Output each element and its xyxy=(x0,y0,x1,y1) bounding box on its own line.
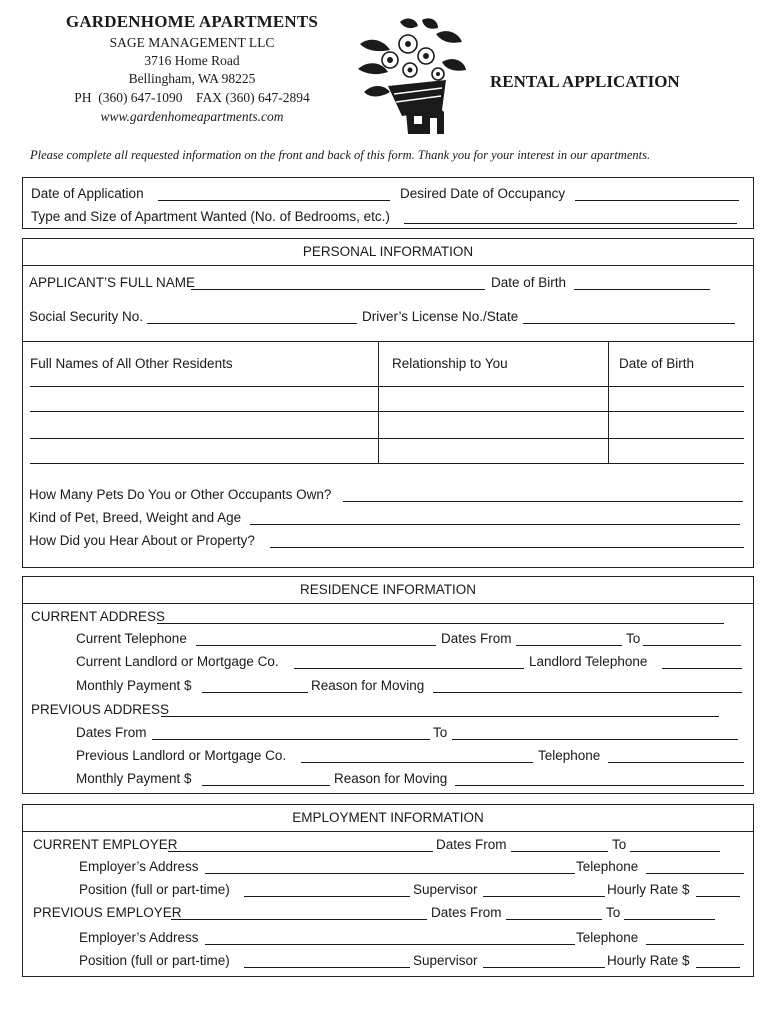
current-address-field[interactable] xyxy=(157,623,724,624)
apartment-type-field[interactable] xyxy=(404,223,737,224)
previous-reason-label: Reason for Moving xyxy=(334,771,448,786)
employer-address-field[interactable] xyxy=(205,873,575,874)
pets-kind-label: Kind of Pet, Breed, Weight and Age xyxy=(29,510,242,525)
current-telephone-field[interactable] xyxy=(196,645,436,646)
full-name-label: APPLICANT’S FULL NAME xyxy=(29,275,196,290)
residents-table-top-rule xyxy=(22,341,754,342)
resident-row-2[interactable] xyxy=(30,411,744,412)
hourly-rate-label: Hourly Rate $ xyxy=(607,882,690,897)
previous-address-label: PREVIOUS ADDRESS xyxy=(31,702,170,717)
prev-supervisor-field[interactable] xyxy=(483,967,605,968)
prev-employer-to-label: To xyxy=(606,905,621,920)
previous-landlord-field[interactable] xyxy=(301,762,533,763)
to-label: To xyxy=(626,631,641,646)
full-name-field[interactable] xyxy=(191,289,485,290)
company-name: GARDENHOME APARTMENTS xyxy=(65,12,319,31)
hourly-rate-field[interactable] xyxy=(696,896,740,897)
supervisor-label: Supervisor xyxy=(413,882,478,897)
position-label: Position (full or part-time) xyxy=(79,882,230,897)
previous-employer-label: PREVIOUS EMPLOYER xyxy=(33,905,182,920)
current-monthly-payment-field[interactable] xyxy=(202,692,308,693)
current-dates-to-field[interactable] xyxy=(643,645,741,646)
drivers-license-field[interactable] xyxy=(523,323,735,324)
residents-column-header: Full Names of All Other Residents xyxy=(30,356,233,371)
resident-row-3[interactable] xyxy=(30,438,744,439)
apartment-type-label: Type and Size of Apartment Wanted (No. of Bedrooms, etc.) xyxy=(31,209,390,224)
prev-hourly-rate-field[interactable] xyxy=(696,967,740,968)
phone-fax: PH (360) 647-1090 FAX (360) 647-2894 xyxy=(74,90,310,105)
prev-supervisor-label: Supervisor xyxy=(413,953,478,968)
heard-about-field[interactable] xyxy=(270,547,744,548)
desired-date-field[interactable] xyxy=(575,200,739,201)
current-employer-label: CURRENT EMPLOYER xyxy=(33,837,178,852)
previous-address-field[interactable] xyxy=(161,716,719,717)
pets-kind-field[interactable] xyxy=(250,524,740,525)
landlord-telephone-field[interactable] xyxy=(662,668,742,669)
current-landlord-field[interactable] xyxy=(294,668,524,669)
ssn-field[interactable] xyxy=(147,323,357,324)
personal-information-header: PERSONAL INFORMATION xyxy=(22,238,754,266)
resident-row-4[interactable] xyxy=(30,463,744,464)
street-address: 3716 Home Road xyxy=(144,53,240,68)
previous-dates-to-field[interactable] xyxy=(452,739,738,740)
prev-employer-telephone-label: Telephone xyxy=(576,930,639,945)
city-state-zip: Bellingham, WA 98225 xyxy=(128,71,256,86)
previous-dates-from-label: Dates From xyxy=(76,725,147,740)
prev-position-field[interactable] xyxy=(244,967,410,968)
current-employer-field[interactable] xyxy=(168,851,433,852)
prev-employer-dates-from-label: Dates From xyxy=(431,905,502,920)
desired-date-label: Desired Date of Occupancy xyxy=(400,186,566,201)
employer-dates-to-field[interactable] xyxy=(630,851,720,852)
dates-from-label: Dates From xyxy=(441,631,512,646)
current-telephone-label: Current Telephone xyxy=(76,631,187,646)
instructions: Please complete all requested information on the front and back of this form. Thank you for your interest in our apartments. xyxy=(30,148,651,162)
previous-to-label: To xyxy=(433,725,448,740)
resident-row-1[interactable] xyxy=(30,386,744,387)
employer-to-label: To xyxy=(612,837,627,852)
resident-dob-column-header: Date of Birth xyxy=(619,356,695,371)
date-of-birth-field[interactable] xyxy=(574,289,710,290)
previous-landlord-label: Previous Landlord or Mortgage Co. xyxy=(76,748,287,763)
employer-telephone-label: Telephone xyxy=(576,859,639,874)
monthly-payment-label: Monthly Payment $ xyxy=(76,678,192,693)
drivers-license-label: Driver’s License No./State xyxy=(362,309,519,324)
residents-table-divider xyxy=(378,342,379,464)
prev-hourly-rate-label: Hourly Rate $ xyxy=(607,953,690,968)
supervisor-field[interactable] xyxy=(483,896,605,897)
previous-dates-from-field[interactable] xyxy=(152,739,430,740)
previous-telephone-field[interactable] xyxy=(608,762,744,763)
prev-position-label: Position (full or part-time) xyxy=(79,953,230,968)
relationship-column-header: Relationship to You xyxy=(392,356,508,371)
previous-monthly-payment-label: Monthly Payment $ xyxy=(76,771,192,786)
previous-reason-field[interactable] xyxy=(455,785,744,786)
pets-count-label: How Many Pets Do You or Other Occupants Own? xyxy=(29,487,332,502)
date-of-application-label: Date of Application xyxy=(31,186,144,201)
prev-employer-address-label: Employer’s Address xyxy=(79,930,199,945)
current-dates-from-field[interactable] xyxy=(516,645,622,646)
prev-employer-address-field[interactable] xyxy=(205,944,575,945)
employer-dates-from-label: Dates From xyxy=(436,837,507,852)
residents-table-divider xyxy=(608,342,609,464)
employer-dates-from-field[interactable] xyxy=(511,851,608,852)
reason-for-moving-label: Reason for Moving xyxy=(311,678,425,693)
date-of-birth-label: Date of Birth xyxy=(491,275,567,290)
previous-employer-field[interactable] xyxy=(171,919,427,920)
current-address-label: CURRENT ADDRESS xyxy=(31,609,166,624)
flower-basket-house-icon xyxy=(350,14,470,138)
management-name: SAGE MANAGEMENT LLC xyxy=(109,35,275,50)
form-title: RENTAL APPLICATION xyxy=(490,72,680,91)
heard-about-label: How Did you Hear About or Property? xyxy=(29,533,255,548)
employer-address-label: Employer’s Address xyxy=(79,859,199,874)
ssn-label: Social Security No. xyxy=(29,309,144,324)
current-reason-field[interactable] xyxy=(433,692,742,693)
previous-monthly-payment-field[interactable] xyxy=(202,785,330,786)
employment-information-header: EMPLOYMENT INFORMATION xyxy=(22,804,754,832)
current-landlord-label: Current Landlord or Mortgage Co. xyxy=(76,654,279,669)
pets-count-field[interactable] xyxy=(343,501,743,502)
employer-telephone-field[interactable] xyxy=(646,873,744,874)
prev-employer-telephone-field[interactable] xyxy=(646,944,744,945)
prev-employer-dates-to-field[interactable] xyxy=(624,919,715,920)
previous-telephone-label: Telephone xyxy=(538,748,601,763)
landlord-telephone-label: Landlord Telephone xyxy=(529,654,648,669)
prev-employer-dates-from-field[interactable] xyxy=(506,919,602,920)
website: www.gardenhomeapartments.com xyxy=(100,109,284,124)
position-field[interactable] xyxy=(244,896,410,897)
date-of-application-field[interactable] xyxy=(158,200,390,201)
residence-information-header: RESIDENCE INFORMATION xyxy=(22,576,754,604)
